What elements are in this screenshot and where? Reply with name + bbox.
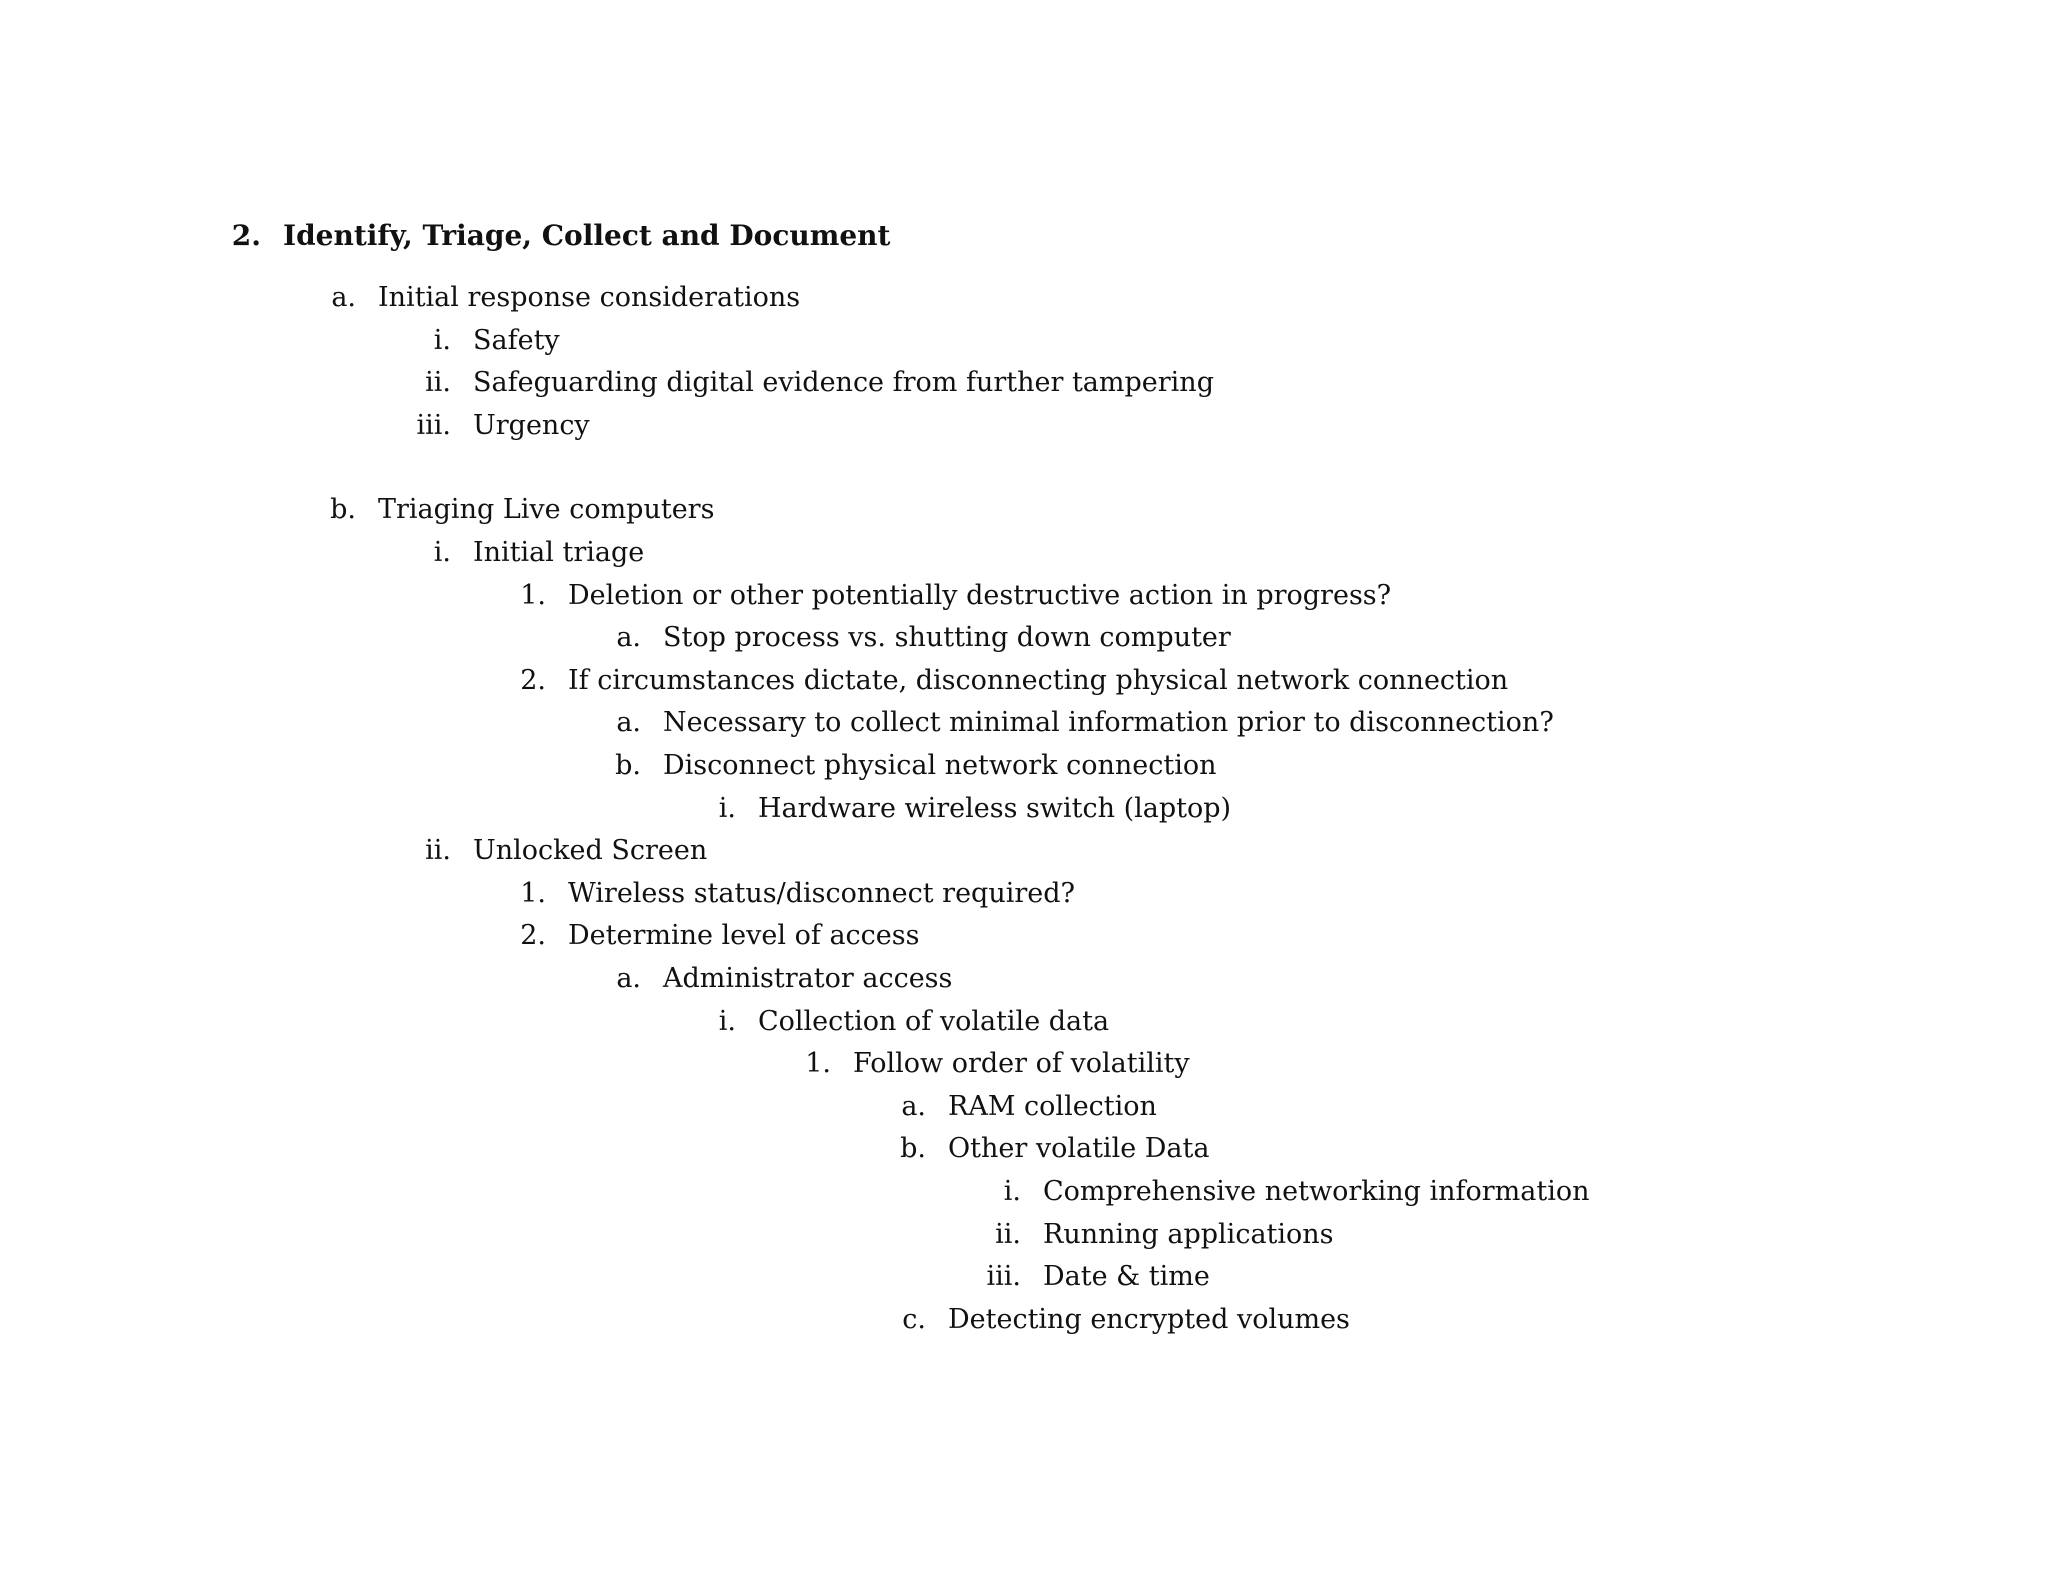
list-marker: a. xyxy=(616,622,641,653)
list-marker: i. xyxy=(433,325,451,356)
list-marker: b. xyxy=(900,1133,926,1164)
list-item-text: Identify, Triage, Collect and Document xyxy=(283,219,891,252)
list-marker: i. xyxy=(1003,1176,1021,1207)
outline-item-level-5 xyxy=(0,1005,2048,1039)
list-marker: ii. xyxy=(995,1219,1021,1250)
list-marker: 1. xyxy=(805,1048,831,1079)
list-marker: 2. xyxy=(520,665,546,696)
list-item-text: Safeguarding digital evidence from further tampering xyxy=(473,367,1214,398)
list-marker: iii. xyxy=(416,410,451,441)
list-marker: iii. xyxy=(986,1261,1021,1292)
list-item-text: Detecting encrypted volumes xyxy=(948,1304,1350,1335)
list-item-text: Unlocked Screen xyxy=(473,835,708,866)
outline-item-level-7 xyxy=(0,1303,2048,1337)
list-item-text: Comprehensive networking information xyxy=(1043,1176,1590,1207)
outline-item-level-2 xyxy=(0,536,2048,570)
outline-item-level-2 xyxy=(0,409,2048,443)
outline-item-level-4 xyxy=(0,621,2048,655)
list-item-text: If circumstances dictate, disconnecting physical network connection xyxy=(568,665,1509,696)
list-item-text: Administrator access xyxy=(663,963,953,994)
list-item-text: Other volatile Data xyxy=(948,1133,1210,1164)
outline-item-level-4 xyxy=(0,706,2048,740)
list-item-text: Disconnect physical network connection xyxy=(663,750,1217,781)
list-item-text: Urgency xyxy=(473,410,590,441)
list-marker: b. xyxy=(330,494,356,525)
list-item-text: Follow order of volatility xyxy=(853,1048,1190,1079)
list-item-text: Hardware wireless switch (laptop) xyxy=(758,793,1232,824)
list-marker: a. xyxy=(616,963,641,994)
list-marker: 1. xyxy=(520,580,546,611)
outline-item-level-2 xyxy=(0,834,2048,868)
outline-item-level-3 xyxy=(0,579,2048,613)
list-item-text: Date & time xyxy=(1043,1261,1210,1292)
outline-item-level-3 xyxy=(0,664,2048,698)
outline-item-level-8 xyxy=(0,1260,2048,1294)
outline-item-level-8 xyxy=(0,1218,2048,1252)
list-item-text: Triaging Live computers xyxy=(378,494,715,525)
list-marker: ii. xyxy=(425,367,451,398)
outline-item-level-3 xyxy=(0,919,2048,953)
outline-item-level-5 xyxy=(0,792,2048,826)
outline-item-level-1 xyxy=(0,493,2048,527)
list-marker: a. xyxy=(901,1091,926,1122)
outline-item-level-7 xyxy=(0,1090,2048,1124)
outline-item-level-4 xyxy=(0,962,2048,996)
section-heading xyxy=(0,219,2048,253)
list-marker: i. xyxy=(433,537,451,568)
outline-item-level-7 xyxy=(0,1132,2048,1166)
list-marker: b. xyxy=(615,750,641,781)
outline-item-level-1 xyxy=(0,281,2048,315)
list-marker: i. xyxy=(718,793,736,824)
list-marker: ii. xyxy=(425,835,451,866)
outline-item-level-2 xyxy=(0,324,2048,358)
list-item-text: RAM collection xyxy=(948,1091,1157,1122)
list-item-text: Deletion or other potentially destructive action in progress? xyxy=(568,580,1392,611)
list-item-text: Initial response considerations xyxy=(378,282,801,313)
list-marker: 2. xyxy=(231,219,261,252)
outline-item-level-2 xyxy=(0,366,2048,400)
list-item-text: Necessary to collect minimal information prior to disconnection? xyxy=(663,707,1554,738)
list-marker: a. xyxy=(331,282,356,313)
list-item-text: Initial triage xyxy=(473,537,645,568)
list-item-text: Running applications xyxy=(1043,1219,1334,1250)
outline-item-level-3 xyxy=(0,877,2048,911)
list-marker: c. xyxy=(902,1304,926,1335)
list-marker: 2. xyxy=(520,920,546,951)
outline-item-level-6 xyxy=(0,1047,2048,1081)
list-item-text: Wireless status/disconnect required? xyxy=(568,878,1076,909)
list-item-text: Determine level of access xyxy=(568,920,920,951)
outline-item-level-4 xyxy=(0,749,2048,783)
list-item-text: Stop process vs. shutting down computer xyxy=(663,622,1231,653)
list-marker: i. xyxy=(718,1006,736,1037)
outline-item-level-8 xyxy=(0,1175,2048,1209)
list-item-text: Collection of volatile data xyxy=(758,1006,1110,1037)
list-marker: a. xyxy=(616,707,641,738)
list-marker: 1. xyxy=(520,878,546,909)
list-item-text: Safety xyxy=(473,325,560,356)
